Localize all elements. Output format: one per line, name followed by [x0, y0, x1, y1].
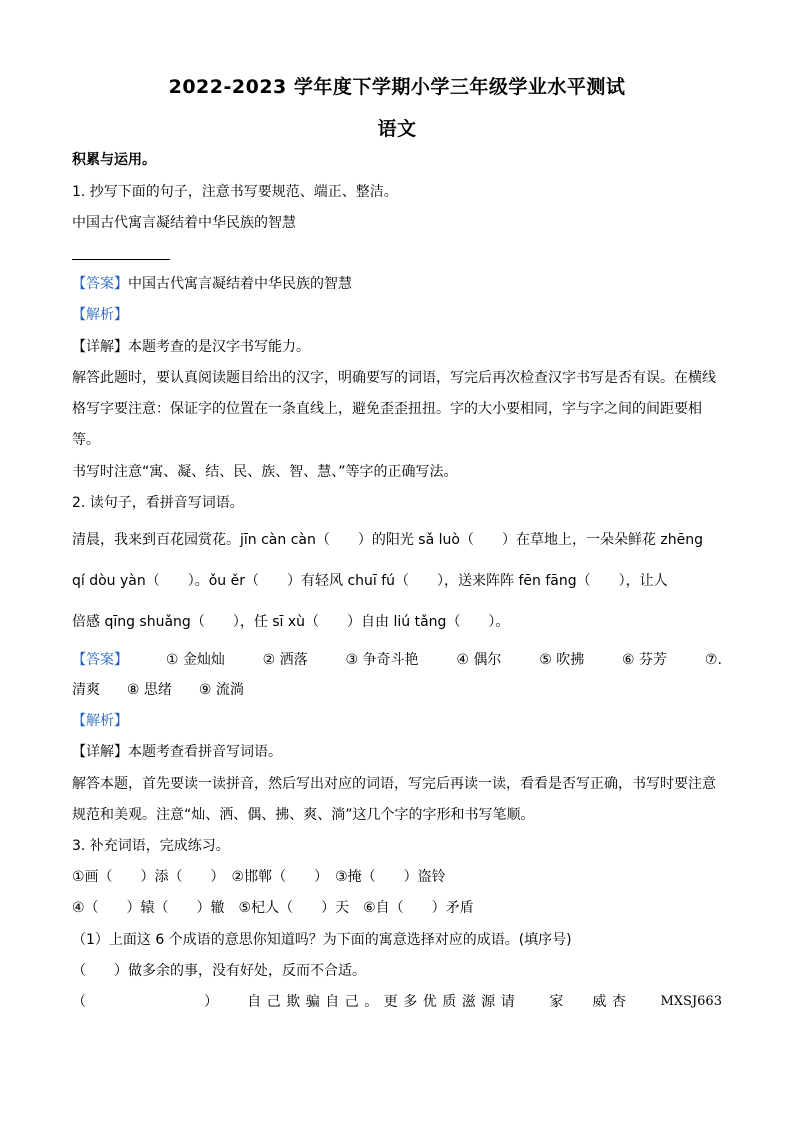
q3-sub-2: （ ）做多余的事，没有好处，反而不合适。	[72, 963, 366, 979]
answer-tag: 【答案】	[72, 652, 128, 668]
q3-question: 3. 补充词语，完成练习。	[72, 838, 230, 854]
q2-line-2: qí dòu yàn（ ）。ǒu ěr（ ）有轻风 chuī fú（ ），送来阵阵 fēn fāng（ ），让人	[72, 573, 668, 589]
q1-analysis-tag: 【解析】	[72, 307, 128, 323]
q3-idioms-1: ①画（ ）添（ ） ②邯郸（ ） ③掩（ ）盗铃	[72, 869, 446, 885]
q2-answer-row-2	[72, 680, 722, 700]
q1-sentence: 中国古代寓言凝结着中华民族的智慧	[72, 215, 296, 231]
q1-explain-2: 格写字要注意：保证字的位置在一条直线上，避免歪歪扭扭。字的大小要相同，字与字之间的间距要相	[72, 401, 702, 417]
q1-question: 1. 抄写下面的句子，注意书写要规范、端正、整洁。	[72, 184, 398, 200]
q2-answer-7: 清爽	[72, 682, 100, 698]
q2-answer-8: ⑧ 思绪	[126, 682, 172, 698]
q2-question: 2. 读句子，看拼音写词语。	[72, 495, 244, 511]
q3-sub-3-open: （	[72, 994, 86, 1010]
q2-answer-6: ⑥ 芬芳	[622, 652, 668, 668]
q2-answer-5: ⑤ 吹拂	[539, 652, 585, 668]
exam-title: 2022-2023 学年度下学期小学三年级学业水平测试	[168, 76, 626, 98]
section-heading: 积累与运用。	[72, 152, 156, 168]
q2-line-3: 倍感 qīng shuǎng（ ），任 sī xù（ ）自由 liú tǎng（ ）。	[72, 614, 510, 630]
q2-answer-row-1	[72, 650, 722, 670]
q1-explain-3: 等。	[72, 432, 100, 448]
q1-detail-text: 本题考查的是汉字书写能力。	[128, 339, 310, 355]
q1-writing-line	[72, 259, 170, 260]
answer-tag: 【答案】	[72, 276, 128, 292]
q2-answer-2: ② 洒落	[262, 652, 308, 668]
q3-sub-1: （1）上面这 6 个成语的意思你知道吗？为下面的寓意选择对应的成语。(填序号)	[72, 932, 572, 948]
detail-tag: 【详解】	[72, 744, 128, 760]
q2-line-1: 清晨，我来到百花园赏花。jīn càn càn（ ）的阳光 sǎ luò（ ）在草地上，一朵朵鲜花 zhēng	[72, 532, 703, 548]
detail-tag: 【详解】	[72, 339, 128, 355]
q2-explain-2: 规范和美观。注意“灿、洒、偶、拂、爽、淌”这几个字的字形和书写笔顺。	[72, 807, 535, 823]
q1-explain-4: 书写时注意“寓、凝、结、民、族、智、慧、”等字的正确写法。	[72, 464, 458, 480]
q3-sub-3-word-b: 威杏	[592, 994, 632, 1010]
q2-explain-1: 解答本题，首先要读一读拼音，然后写出对应的词语，写完后再读一读，看看是否写正确，书写时要注意	[72, 776, 716, 792]
q1-answer	[72, 274, 722, 294]
q2-detail-text: 本题考查看拼音写词语。	[128, 744, 282, 760]
q3-sub-3-close: ）	[204, 994, 219, 1010]
q2-answer-9: ⑨ 流淌	[198, 682, 244, 698]
q2-answer-3: ③ 争奇斗艳	[345, 652, 419, 668]
q2-answer-1: ① 金灿灿	[165, 652, 225, 668]
q3-sub-3-text: 自己欺骗自己。更多优质滋源请	[247, 994, 521, 1010]
q3-sub-3	[72, 992, 722, 1012]
q3-sub-3-word-a: 家	[549, 994, 564, 1010]
q1-detail	[72, 337, 722, 357]
q2-analysis-tag: 【解析】	[72, 713, 128, 729]
q1-explain-1: 解答此题时，要认真阅读题目给出的汉字，明确要写的词语，写完后再次检查汉字书写是否有误。在横线	[72, 370, 716, 386]
q1-answer-text: 中国古代寓言凝结着中华民族的智慧	[128, 276, 352, 292]
q3-sub-3-code: MXSJ663	[660, 994, 722, 1009]
q2-answer-4: ④ 偶尔	[456, 652, 502, 668]
subject-title: 语文	[377, 118, 417, 140]
q2-answer-7-marker: ⑦.	[704, 652, 722, 668]
q3-idioms-2: ④（ ）辕（ ）辙 ⑤杞人（ ）天 ⑥自（ ）矛盾	[72, 900, 474, 916]
q2-detail	[72, 742, 722, 762]
